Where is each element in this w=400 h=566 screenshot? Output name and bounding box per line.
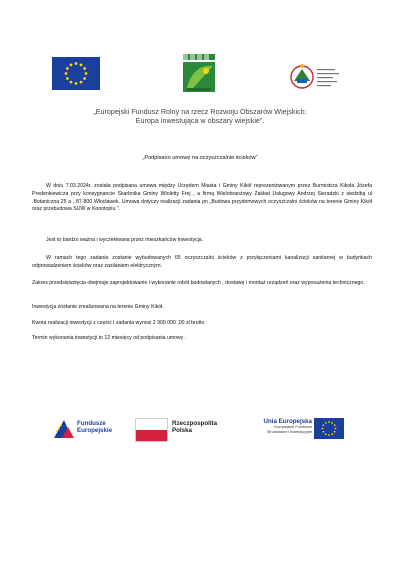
paragraph-amount: Kwota realizacji inwestycji z części I zadania wynosi 2 900 000 ,00 zł brutto <box>32 320 205 326</box>
eu-flag-icon <box>52 57 100 90</box>
eu-star-icon <box>66 77 69 80</box>
eu-star-icon <box>85 72 88 75</box>
eu-star-icon <box>325 433 327 435</box>
eu-star-icon <box>66 67 69 70</box>
fundusze-europejskie-icon <box>52 418 74 440</box>
paragraph-scope-count: W ramach tego zadania zostanie wybudowanych 65 oczyszczalni ścieków z przyłączeniami kanalizacji sanitarnej w budynkach odprowadzeniem ścieków oraz zasilaniem elektrycznym. <box>32 255 372 269</box>
eu-star-icon <box>83 77 86 80</box>
eu-star-icon <box>70 63 73 66</box>
eu-star-icon <box>80 81 83 84</box>
eu-star-icon <box>83 67 86 70</box>
document-title: „Podpisano umowę na oczyszczalnie ścieków” <box>142 155 258 161</box>
leader-logo-icon <box>179 52 219 94</box>
eu-star-icon <box>75 62 78 65</box>
eu-star-icon <box>331 433 333 435</box>
motto-line-1: „Europejski Fundusz Rolny na rzecz Rozwoju Obszarów Wiejskich: <box>93 107 307 116</box>
rzeczpospolita-polska-label: Rzeczpospolita Polska <box>172 420 218 434</box>
eu-star-icon <box>322 424 324 426</box>
eu-star-icon <box>80 63 83 66</box>
paragraph-scope: Zakres przedsięwzięcia obejmuje zaprojektowanie i wykonanie robót budowlanych , dostawę i montaż urządzeń oraz wyposażenia technicznego. <box>32 280 365 286</box>
fundusze-europejskie-label: Fundusze Europejskie <box>77 420 113 434</box>
unia-europejska-label: Unia Europejska Europejskie Fundusze Strukturalne i Inwestycyjne <box>263 418 312 434</box>
eu-star-icon <box>328 421 330 423</box>
paragraph-importance: Jest to bardzo ważna i wyczekiwana przez mieszkańców inwestycja. <box>46 237 204 243</box>
eu-star-icon <box>331 422 333 424</box>
eu-flag-icon <box>314 418 344 439</box>
eu-star-icon <box>322 431 324 433</box>
program-motto <box>40 107 360 125</box>
ksow-logo-icon <box>288 57 348 95</box>
eu-star-icon <box>65 72 68 75</box>
eu-star-icon <box>75 82 78 85</box>
paragraph-deadline: Termin wykonania inwestycji to 12 miesięcy od podpisania umowy . <box>32 335 187 341</box>
eu-star-icon <box>70 81 73 84</box>
poland-flag-icon <box>135 418 168 442</box>
eu-star-icon <box>322 428 324 430</box>
paragraph-contract: W dniu 7.03.2024r. została podpisana umowa między Urzędem Miasta i Gminy Kikół reprezentowanym przez Burmistrza Kikoła Józefa Predenkiewicza przy konsygnancie Skarbnika Gminy Wioletty Frej , a firmą Wielobranżowy Zakład Usługowy Andrzej Sieradzki z siedzibą ul .Botaniczna 25 a , 87-800 Włocławek. Umowa dotyczy realizacji zadania pn „Budowa przydomowych oczyszczalni ścieków na terenie Gminy Kikół oraz przebudowa SUW w Konotopiu ”. <box>32 183 372 213</box>
paragraph-location: Inwestycja zostanie zrealizowana na terenie Gminy Kikół. <box>32 304 164 310</box>
eu-star-icon <box>335 428 337 430</box>
eu-star-icon <box>325 422 327 424</box>
eu-star-icon <box>334 431 336 433</box>
eu-star-icon <box>334 424 336 426</box>
eu-star-icon <box>328 434 330 436</box>
motto-line-2: Europa inwestująca w obszary wiejskie”. <box>135 116 265 125</box>
